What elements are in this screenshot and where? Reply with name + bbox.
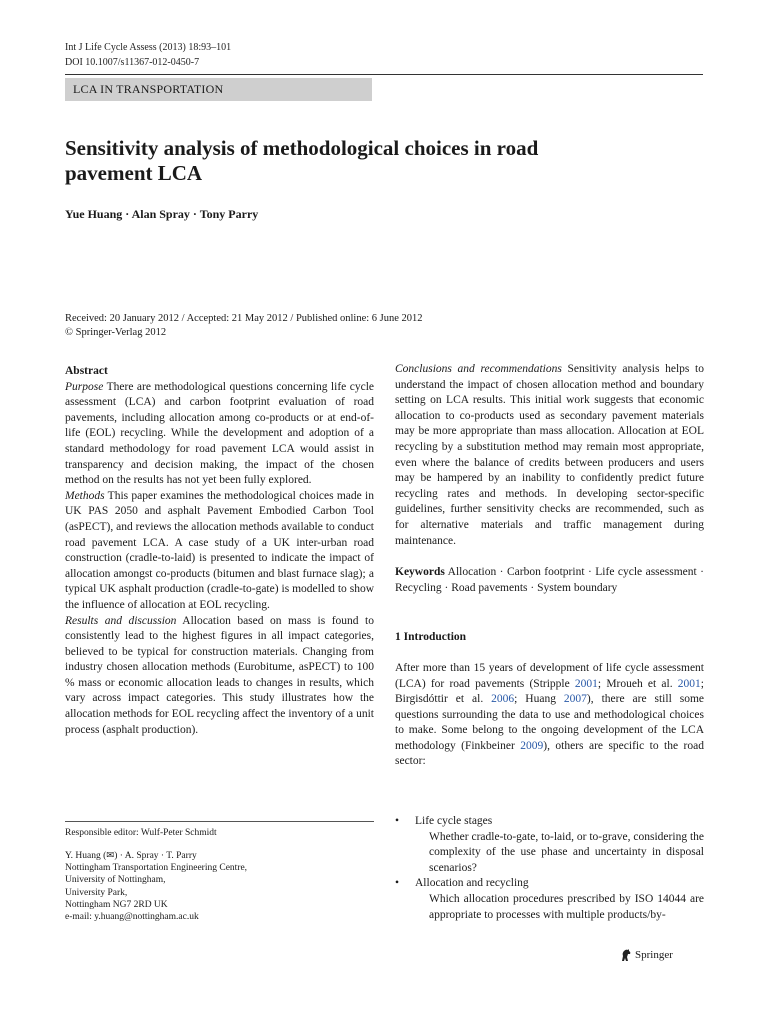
abstract-left-column [65, 364, 374, 738]
publication-dates [65, 312, 423, 340]
header-rule [65, 74, 703, 75]
introduction-paragraph [395, 661, 704, 770]
keywords-label: Keywords [395, 566, 445, 579]
springer-horse-icon [620, 948, 632, 962]
section-heading-introduction: 1 Introduction [395, 631, 467, 644]
responsible-editor: Responsible editor: Wulf-Peter Schmidt [65, 828, 217, 838]
corresponding-authors [65, 850, 247, 862]
results-label: Results and discussion [65, 614, 177, 627]
publisher-name: Springer [635, 949, 673, 961]
citation-link[interactable]: 2009 [520, 739, 544, 752]
corresponding-authors-a: Y. Huang ( [65, 851, 107, 861]
intro-text-6: ), others are specific to the road sector: [395, 739, 704, 768]
intro-text-4: ; Huang [514, 693, 564, 706]
bullet-marker: • [395, 815, 400, 827]
citation-link[interactable]: 2001 [677, 677, 701, 690]
bullet-title: Life cycle stages [415, 815, 493, 827]
bullet-description: Which allocation procedures prescribed by ISO 14044 are appropriate to processes with multiple products/by- [429, 892, 704, 921]
keywords [395, 565, 704, 596]
intro-text-3: ; Birgisdóttir et al. [395, 677, 704, 706]
abstract-conclusions [395, 362, 704, 549]
journal-citation: Int J Life Cycle Assess (2013) 18:93–101 [65, 42, 232, 53]
author-list: Yue Huang · Alan Spray · Tony Parry [65, 207, 259, 221]
methods-label: Methods [65, 489, 105, 502]
list-item [395, 814, 704, 830]
bullet-marker: • [395, 877, 400, 890]
affiliation-line-4: Nottingham NG7 2RD UK [65, 899, 168, 910]
copyright: © Springer-Verlag 2012 [65, 327, 167, 338]
footnote-rule [65, 821, 374, 822]
citation-link[interactable]: 2007 [563, 693, 587, 706]
purpose-label: Purpose [65, 380, 104, 393]
author-email[interactable]: e-mail: y.huang@nottingham.ac.uk [65, 912, 199, 923]
section-label: LCA IN TRANSPORTATION [65, 78, 372, 101]
publisher-logo [620, 948, 673, 962]
results-text: Allocation based on mass is found to consistently lead to the highest figures in all impact categories, believed to be typical for construction materials. Changing from industry chosen allocation methods (Eurobitume, asPECT) to 100 % mass or economic allocation leads to changes in results, which vary across impact categories. This study illustrates how the allocation methods for EOL recycling affect the inventory of a unit process (asphalt production). [65, 614, 374, 736]
methods-text: This paper examines the methodological choices made in UK PAS 2050 and asphalt Pavement Embodied Carbon Tool (asPECT), and reviews the allocation methods available to conduct road pavement LCA. A case study of a UK inter-urban road construction (cradle-to-laid) is presented to indicate the impact of allocation amongst co-products (bitumen and blast furnace slag); a typical UK asphalt production (cradle-to-gate) is modelled to show the influence of allocation at EOL recycling. [65, 489, 374, 611]
intro-text-2: ; Mroueh et al. [597, 677, 678, 690]
abstract-purpose [65, 380, 374, 489]
conclusions-label: Conclusions and recommendations [395, 363, 562, 375]
abstract-methods [65, 489, 374, 614]
affiliation-line-1: Nottingham Transportation Engineering Centre, [65, 863, 248, 874]
conclusions-text: Sensitivity analysis helps to understand the impact of chosen allocation method and boundary setting on LCA results. This initial work suggests that economic allocation to co-products used as secondary pavement materials may be more appropriate than mass allocation. Allocation at EOL recycling by a substitution method may remain most appropriate, even where the balance of credits between producers and users may be hampered by an inability to confidently predict future recycling rates and methods. In developing sector-specific guidelines, further sensitivity checks are recommended, such as for alternative materials and traffic management during maintenance. [395, 363, 704, 547]
abstract-results [65, 614, 374, 739]
purpose-text: There are methodological questions concerning life cycle assessment (LCA) and carbon footprint evaluation of road pavements, including allocation among co-products or at end-of-life (EOL) recycling. While the development and adoption of a standard methodology for road pavement LCA would assist in transparency and decision making, the impact of the chosen method on the results has not yet been fully explored. [65, 380, 374, 487]
citation-link[interactable]: 2006 [491, 693, 515, 706]
author-affiliation [65, 850, 247, 923]
article-title-line-1: Sensitivity analysis of methodological choices in road [65, 136, 539, 160]
journal-meta [65, 40, 231, 70]
corresponding-authors-b: ) · A. Spray · T. Parry [114, 851, 197, 861]
article-title-line-2: pavement LCA [65, 161, 203, 185]
affiliation-line-2: University of Nottingham, [65, 875, 166, 886]
history-dates: Received: 20 January 2012 / Accepted: 21 May 2012 / Published online: 6 June 2012 [65, 313, 423, 324]
abstract-heading: Abstract [65, 365, 108, 377]
envelope-icon: ✉ [106, 851, 115, 861]
doi: DOI 10.1007/s11367-012-0450-7 [65, 57, 200, 68]
right-column [395, 362, 704, 770]
bullet-title: Allocation and recycling [415, 877, 529, 890]
citation-link[interactable]: 2001 [574, 677, 598, 690]
list-item [395, 876, 704, 892]
intro-text-1: After more than 15 years of development of life cycle assessment (LCA) for road pavements (Stripple [395, 661, 704, 690]
keywords-text: Allocation · Carbon footprint · Life cycle assessment · Recycling · Road pavements · System boundary [395, 566, 704, 594]
bullet-description: Whether cradle-to-gate, to-laid, or to-grave, considering the complexity of the use phase and uncertainty in disposal scenarios? [429, 830, 704, 874]
intro-text-5: ), there are still some questions surrounding the data to use and methodological choices to make. Some belong to the ongoing development of the LCA methodology (Finkbeiner [395, 693, 704, 752]
article-title [65, 136, 665, 186]
bullet-list [395, 814, 704, 923]
affiliation-line-3: University Park, [65, 887, 128, 898]
